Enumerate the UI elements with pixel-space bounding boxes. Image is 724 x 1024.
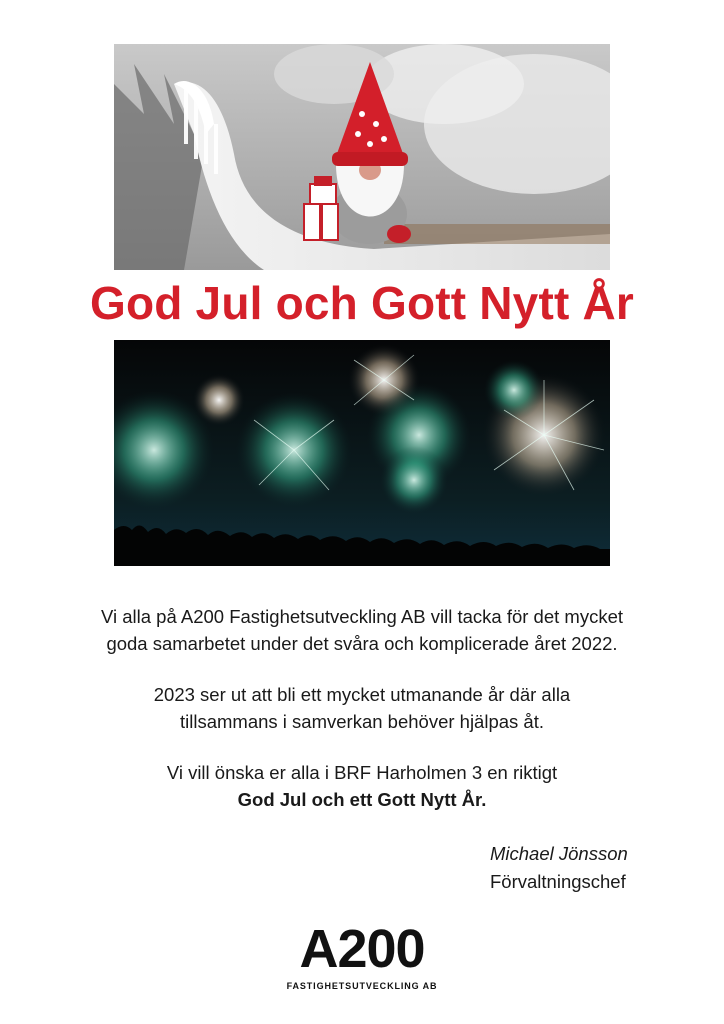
paragraph-line: 2023 ser ut att bli ett mycket utmanande år där alla: [153, 684, 571, 705]
logo-subtitle: FASTIGHETSUTVECKLING AB: [286, 981, 438, 991]
signature-title: Förvaltningschef: [490, 871, 626, 892]
paragraph-line: Vi vill önska er alla i BRF Harholmen 3 en riktigt: [166, 762, 558, 783]
paragraph-line: goda samarbetet under det svåra och komplicerade året 2022.: [106, 633, 618, 654]
company-logo: [262, 918, 462, 996]
signature-block: [490, 840, 690, 896]
fireworks-illustration: [114, 340, 610, 566]
paragraph-line: tillsammans i samverkan behöver hjälpas åt.: [180, 711, 544, 732]
logo-mark: A200: [299, 919, 425, 979]
headline: God Jul och Gott Nytt År: [90, 277, 634, 329]
christmas-gnome-photo: [114, 44, 610, 270]
greeting-bold-line: God Jul och ett Gott Nytt År.: [237, 789, 487, 810]
paragraph-greeting: [60, 759, 664, 813]
fireworks-photo: [114, 340, 610, 566]
gnome-illustration: [114, 44, 610, 270]
paragraph-outlook: [60, 681, 664, 735]
paragraph-line: Vi alla på A200 Fastighetsutveckling AB vill tacka för det mycket: [100, 606, 624, 627]
paragraph-thanks: [60, 603, 664, 657]
signature-name: Michael Jönsson: [490, 843, 628, 864]
